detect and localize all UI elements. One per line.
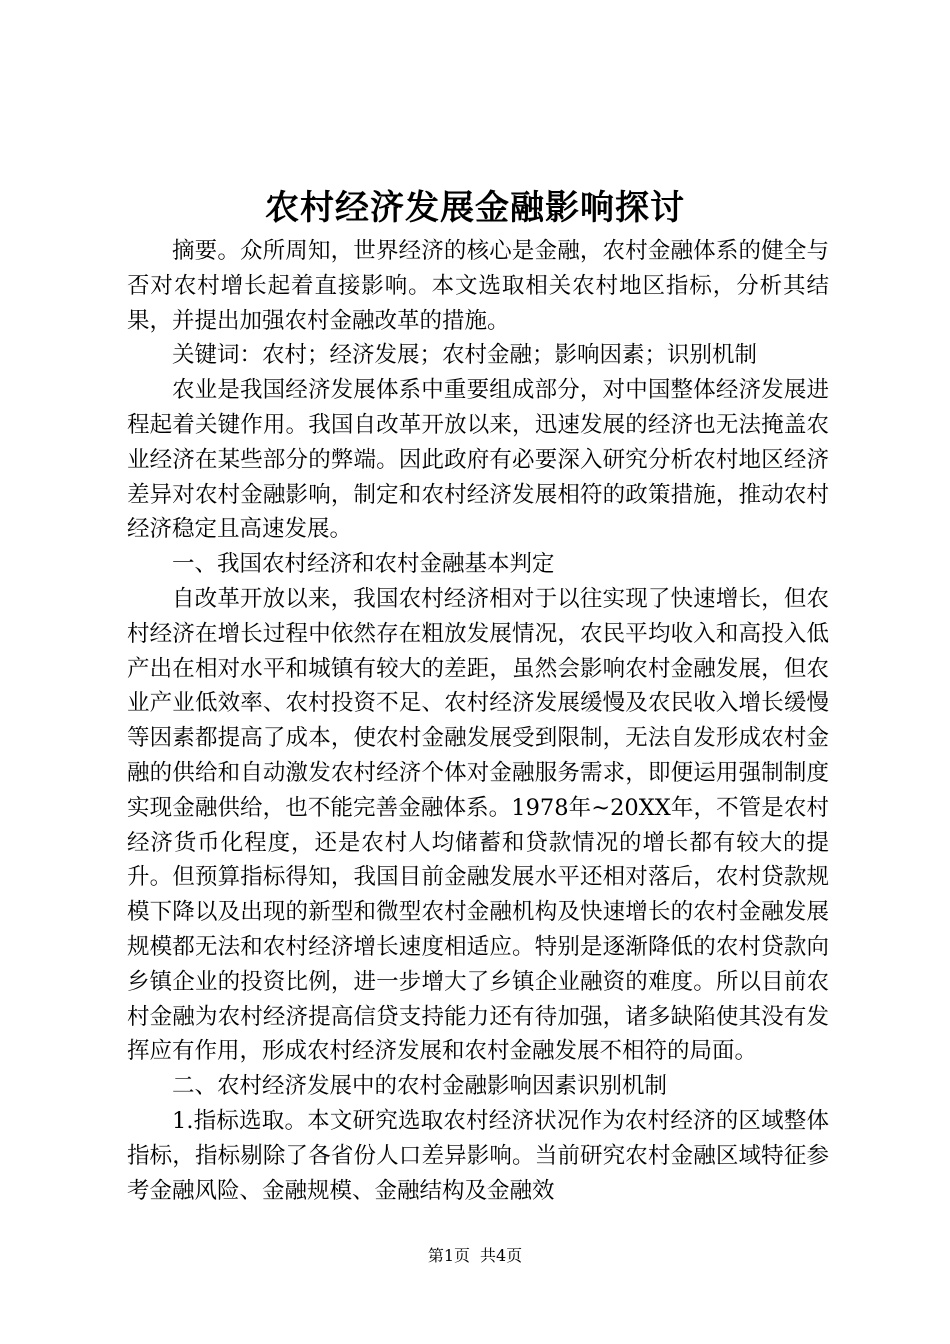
keywords-paragraph: 关键词：农村；经济发展；农村金融；影响因素；识别机制 — [172, 342, 758, 369]
section-heading-2: 二、农村经济发展中的农村金融影响因素识别机制 — [172, 1073, 668, 1100]
section-heading-1: 一、我国农村经济和农村金融基本判定 — [172, 551, 555, 578]
document-body — [127, 234, 829, 1208]
page-number: 第1页 — [427, 1246, 470, 1265]
abstract-paragraph: 摘要。众所周知，世界经济的核心是金融，农村金融体系的健全与否对农村增长起着直接影响。本文选取相关农村地区指标，分析其结果，并提出加强农村金融改革的措施。 — [127, 238, 829, 334]
intro-paragraph: 农业是我国经济发展体系中重要组成部分，对中国整体经济发展进程起着关键作用。我国自改革开放以来，迅速发展的经济也无法掩盖农业经济在某些部分的弊端。因此政府有必要深入研究分析农村地区经济差异对农村金融影响，制定和农村经济发展相符的政策措施，推动农村经济稳定且高速发展。 — [127, 377, 829, 543]
page-footer — [0, 1244, 950, 1268]
section-2-paragraph: 1.指标选取。本文研究选取农村经济状况作为农村经济的区域整体指标，指标剔除了各省份人口差异影响。当前研究农村金融区域特征参考金融风险、金融规模、金融结构及金融效 — [127, 1107, 829, 1204]
section-1-paragraph: 自改革开放以来，我国农村经济相对于以往实现了快速增长，但农村经济在增长过程中依然存在粗放发展情况，农民平均收入和高投入低产出在相对水平和城镇有较大的差距，虽然会影响农村金融发展，但农业产业低效率、农村投资不足、农村经济发展缓慢及农民收入增长缓慢等因素都提高了成本，使农村金融发展受到限制，无法自发形成农村金融的供给和自动激发农村经济个体对金融服务需求，即便运用强制制度实现金融供给，也不能完善金融体系。1978年~20XX年，不管是农村经济货币化程度，还是农村人均储蓄和贷款情况的增长都有较大的提升。但预算指标得知，我国目前金融发展水平还相对落后，农村贷款规模下降以及出现的新型和微型农村金融机构及快速增长的农村金融发展规模都无法和农村经济增长速度相适应。特别是逐渐降低的农村贷款向乡镇企业的投资比例，进一步增大了乡镇企业融资的难度。所以目前农村金融为农村经济提高信贷支持能力还有待加强，诸多缺陷使其没有发挥应有作用，形成农村经济发展和农村金融发展不相符的局面。 — [127, 585, 829, 1065]
page-title: 农村经济发展金融影响探讨 — [265, 188, 685, 228]
page-total: 共4页 — [480, 1246, 523, 1265]
